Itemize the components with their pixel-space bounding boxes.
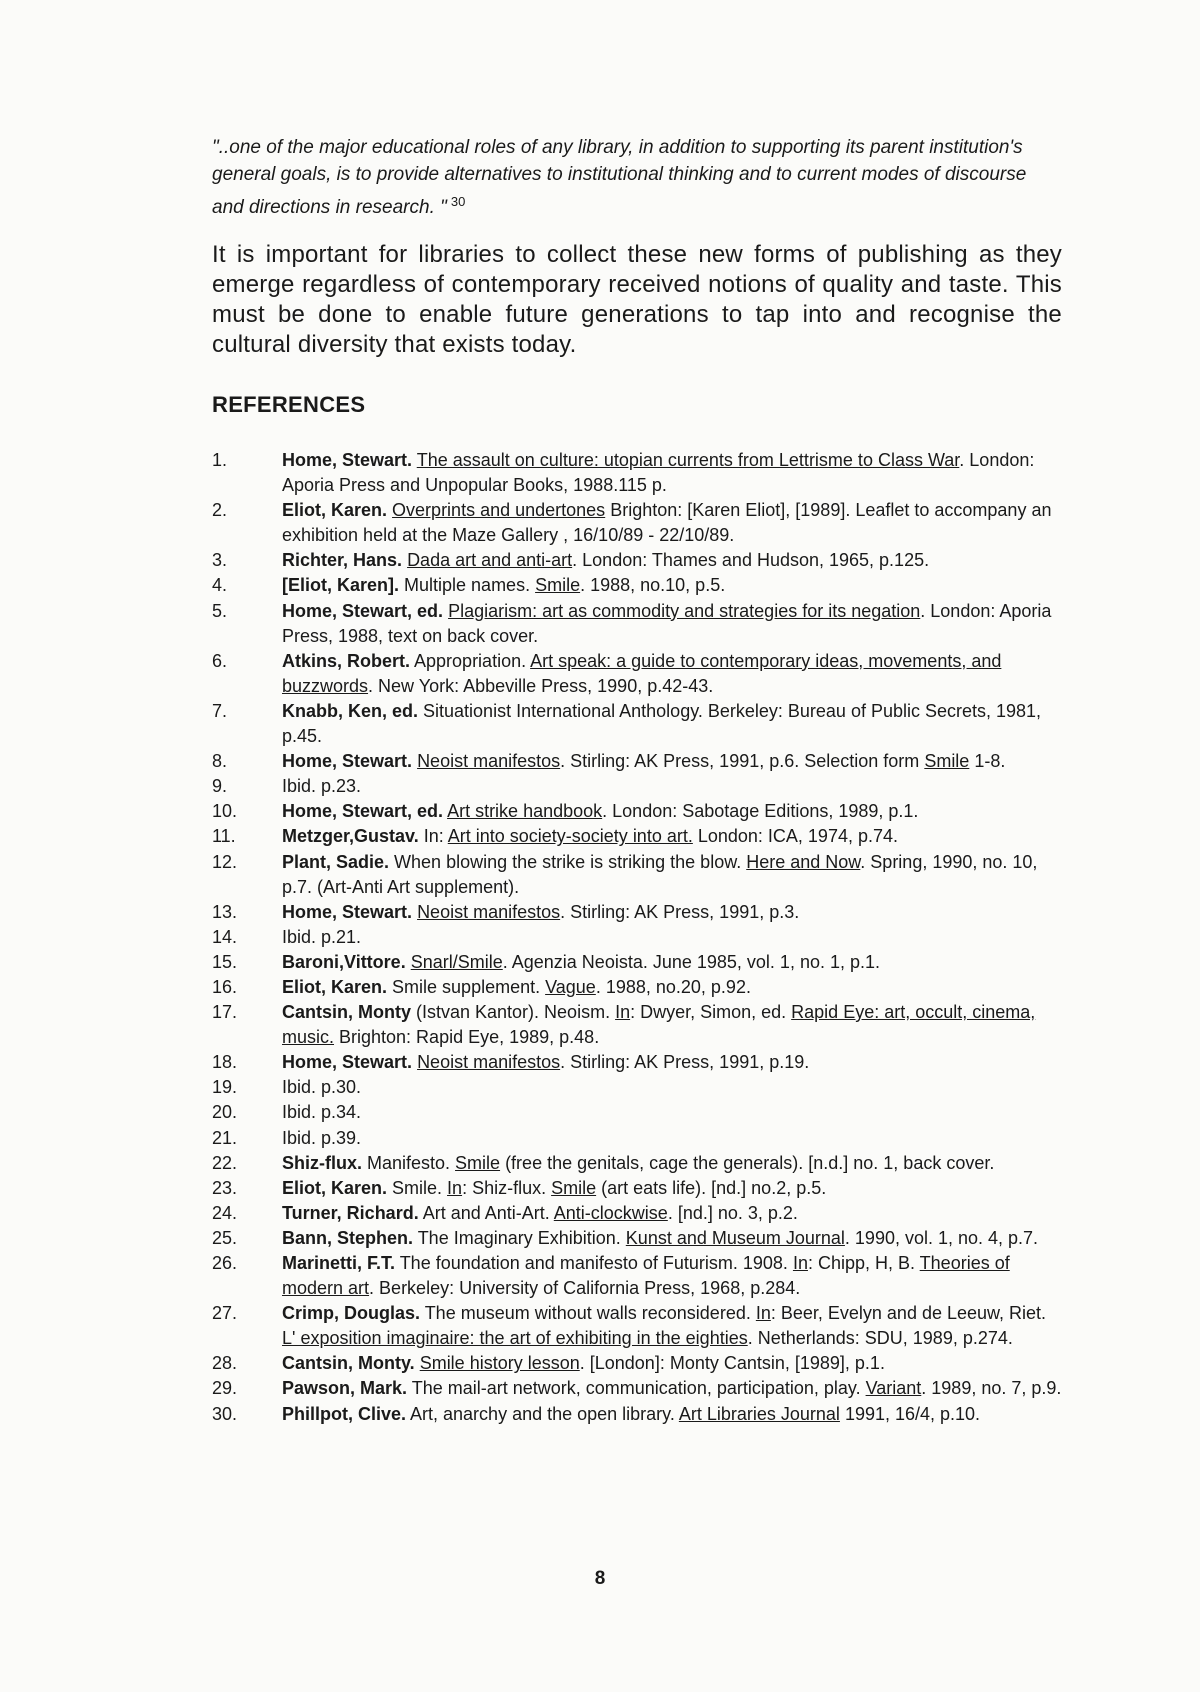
reference-text	[282, 950, 1062, 975]
reference-detail: Manifesto.	[362, 1152, 456, 1173]
reference-author: Metzger,Gustav.	[282, 826, 419, 847]
reference-title: Kunst and Museum Journal	[625, 1227, 845, 1248]
reference-number: 22.	[212, 1152, 238, 1173]
reference-author: Home, Stewart.	[282, 751, 413, 772]
reference-author: Baroni,Vittore.	[282, 951, 406, 972]
reference-item	[212, 925, 1062, 950]
reference-author: Shiz-flux.	[282, 1152, 362, 1173]
reference-title: Variant	[865, 1378, 922, 1399]
reference-number: 11.	[212, 826, 236, 847]
reference-item	[212, 850, 1062, 900]
reference-number: 2.	[212, 500, 228, 521]
reference-number: 1.	[212, 450, 228, 470]
reference-item	[212, 1251, 1062, 1301]
reference-number: 19.	[212, 1077, 238, 1098]
reference-text	[282, 1176, 1062, 1201]
reference-text	[282, 1402, 1062, 1427]
reference-item	[212, 900, 1062, 925]
reference-text	[282, 1151, 1062, 1176]
reference-item	[212, 573, 1062, 598]
reference-detail: Art, anarchy and the open library.	[406, 1403, 679, 1424]
reference-number: 13.	[212, 901, 238, 922]
reference-detail: The foundation and manifesto of Futurism. 1908.	[395, 1253, 793, 1273]
reference-title: Dada art and anti-art	[407, 550, 573, 571]
reference-text	[282, 649, 1062, 699]
reference-item	[212, 498, 1062, 548]
reference-number: 10.	[212, 801, 238, 822]
reference-number: 23.	[212, 1177, 238, 1198]
reference-text	[282, 1226, 1062, 1251]
reference-title: Art strike handbook	[447, 801, 603, 822]
reference-author: Home, Stewart, ed.	[282, 600, 444, 621]
reference-item	[212, 1075, 1062, 1100]
reference-text	[282, 1351, 1062, 1376]
reference-detail: . London: Aporia Press, 1988, text on back cover.	[282, 600, 1052, 646]
reference-item	[212, 799, 1062, 824]
reference-detail: : Beer, Evelyn and de Leeuw, Riet.	[770, 1303, 1047, 1324]
reference-item	[212, 1351, 1062, 1376]
reference-text	[282, 548, 1062, 573]
reference-detail: . 1988, no.20, p.92.	[595, 976, 751, 997]
reference-author: Plant, Sadie.	[282, 851, 390, 872]
reference-text	[282, 925, 1062, 950]
reference-number: 6.	[212, 650, 228, 671]
reference-number: 9.	[212, 776, 228, 797]
reference-detail: The museum without walls reconsidered.	[420, 1303, 756, 1324]
reference-author: Eliot, Karen.	[282, 500, 388, 521]
reference-item	[212, 1126, 1062, 1151]
reference-detail: : Shiz-flux.	[462, 1177, 552, 1198]
reference-title: In	[755, 1303, 771, 1324]
reference-title: Rapid Eye: art, occult, cinema, music.	[282, 1002, 1036, 1048]
reference-title: Art Libraries Journal	[678, 1403, 840, 1424]
reference-detail: Appropriation.	[410, 650, 531, 671]
reference-author: Atkins, Robert.	[282, 650, 411, 671]
reference-item	[212, 824, 1062, 849]
reference-detail: Art and Anti-Art.	[418, 1202, 554, 1223]
reference-detail: . London: Sabotage Editions, 1989, p.1.	[602, 801, 919, 822]
reference-detail: Ibid. p.23.	[282, 776, 362, 797]
reference-detail: : Chipp, H, B.	[807, 1253, 920, 1273]
reference-title: In	[792, 1253, 808, 1273]
reference-item	[212, 1000, 1062, 1050]
reference-title: Smile	[551, 1177, 597, 1198]
reference-text	[282, 1050, 1062, 1075]
reference-detail: The Imaginary Exhibition.	[413, 1227, 626, 1248]
reference-detail: Ibid. p.39.	[282, 1127, 362, 1148]
reference-item	[212, 1050, 1062, 1075]
reference-detail: . 1989, no. 7, p.9.	[921, 1378, 1062, 1399]
quote-text: "..one of the major educational roles of any library, in addition to supporting its parent institution's general goals, is to provide alternatives to institutional thinking and to current modes of discourse and directions in research. "	[212, 137, 1027, 218]
reference-detail: . [London]: Monty Cantsin, [1989], p.1.	[579, 1353, 885, 1374]
reference-detail: When blowing the strike is striking the blow.	[389, 851, 747, 872]
reference-number: 20.	[212, 1102, 238, 1123]
reference-text	[282, 448, 1062, 498]
reference-author: Cantsin, Monty.	[282, 1353, 415, 1374]
reference-number: 17.	[212, 1002, 238, 1023]
reference-detail: Situationist International Anthology. Berkeley: Bureau of Public Secrets, 1981, p.45.	[282, 700, 1042, 747]
reference-title: Art into society-society into art.	[447, 826, 693, 847]
reference-text	[282, 1075, 1062, 1100]
reference-detail: . Stirling: AK Press, 1991, p.6. Selection form	[560, 751, 925, 772]
reference-title: Smile	[924, 751, 970, 772]
reference-item	[212, 1100, 1062, 1125]
reference-number: 27.	[212, 1303, 238, 1324]
reference-number: 12.	[212, 851, 238, 872]
reference-number: 4.	[212, 575, 228, 596]
reference-author: Richter, Hans.	[282, 550, 403, 571]
reference-detail: . Berkeley: University of California Press, 1968, p.284.	[369, 1278, 801, 1299]
reference-text	[282, 1100, 1062, 1125]
reference-number: 24.	[212, 1202, 238, 1223]
reference-detail: 1-8.	[969, 751, 1006, 772]
reference-detail: Smile supplement.	[387, 976, 546, 997]
reference-item	[212, 1176, 1062, 1201]
reference-item	[212, 1301, 1062, 1351]
reference-author: Knabb, Ken, ed.	[282, 700, 419, 721]
references-heading: REFERENCES	[212, 392, 366, 417]
reference-detail: . 1988, no.10, p.5.	[580, 575, 726, 596]
reference-detail: Brighton: Rapid Eye, 1989, p.48.	[334, 1027, 600, 1048]
page-number: 8	[594, 1568, 606, 1589]
block-quote	[212, 134, 1062, 221]
reference-detail: . London: Thames and Hudson, 1965, p.125.	[572, 550, 930, 571]
reference-number: 26.	[212, 1253, 238, 1273]
reference-title: Neoist manifestos	[417, 1052, 561, 1073]
reference-number: 30.	[212, 1403, 238, 1424]
reference-detail: . London: Aporia Press and Unpopular Books, 1988.115 p.	[282, 450, 1035, 496]
reference-author: Home, Stewart.	[282, 1052, 413, 1073]
reference-text	[282, 824, 1062, 849]
reference-detail: : Dwyer, Simon, ed.	[630, 1002, 792, 1023]
reference-item	[212, 1376, 1062, 1401]
reference-author: Pawson, Mark.	[282, 1378, 408, 1399]
reference-detail: . Stirling: AK Press, 1991, p.19.	[560, 1052, 810, 1073]
reference-detail: Multiple names.	[399, 575, 536, 596]
reference-item	[212, 599, 1062, 649]
reference-text	[282, 1126, 1062, 1151]
reference-text	[282, 573, 1062, 598]
reference-detail: (free the genitals, cage the generals). [n.d.] no. 1, back cover.	[500, 1152, 995, 1173]
reference-text	[282, 1201, 1062, 1226]
reference-number: 8.	[212, 751, 228, 772]
reference-author: Home, Stewart, ed.	[282, 801, 444, 822]
reference-item	[212, 1151, 1062, 1176]
reference-author: Cantsin, Monty	[282, 1002, 411, 1023]
reference-number: 3.	[212, 550, 228, 571]
reference-text	[282, 1000, 1062, 1050]
reference-title: Plagiarism: art as commodity and strategies for its negation	[448, 600, 921, 621]
reference-number: 21.	[212, 1127, 238, 1148]
reference-text	[282, 799, 1062, 824]
reference-detail: . 1990, vol. 1, no. 4, p.7.	[844, 1227, 1039, 1248]
reference-detail: (Istvan Kantor). Neoism.	[411, 1002, 616, 1023]
reference-number: 15.	[212, 951, 238, 972]
reference-item	[212, 975, 1062, 1000]
reference-detail: In:	[418, 826, 448, 847]
reference-detail: . Agenzia Neoista. June 1985, vol. 1, no. 1, p.1.	[502, 951, 881, 972]
reference-detail: Smile.	[387, 1177, 448, 1198]
reference-title: Art speak: a guide to contemporary ideas, movements, and buzzwords	[282, 650, 1002, 696]
reference-text	[282, 975, 1062, 1000]
reference-detail: . New York: Abbeville Press, 1990, p.42-43.	[368, 675, 714, 696]
reference-number: 25.	[212, 1227, 238, 1248]
reference-number: 5.	[212, 600, 228, 621]
reference-title: Snarl/Smile	[410, 951, 503, 972]
reference-item	[212, 448, 1062, 498]
reference-text	[282, 498, 1062, 548]
quote-footnote-marker: 30	[450, 194, 466, 209]
reference-author: Bann, Stephen.	[282, 1227, 414, 1248]
reference-detail: Ibid. p.30.	[282, 1077, 362, 1098]
reference-title: Smile history lesson	[419, 1353, 580, 1374]
reference-item	[212, 774, 1062, 799]
reference-text	[282, 1376, 1062, 1401]
reference-title: In	[447, 1177, 463, 1198]
reference-number: 14.	[212, 926, 238, 947]
reference-title: Vague	[545, 976, 596, 997]
body-paragraph: It is important for libraries to collect these new forms of publishing as they emerge regardless of contemporary received notions of quality and taste. This must be done to enable future generations to tap into and recognise the cultural diversity that exists today.	[212, 241, 1062, 358]
reference-number: 28.	[212, 1353, 238, 1374]
reference-title: Here and Now	[746, 851, 861, 872]
reference-detail: Ibid. p.21.	[282, 926, 362, 947]
reference-detail: Brighton: [Karen Eliot], [1989]. Leaflet to accompany an exhibition held at the Maze Gallery , 16/10/89 - 22/10/89.	[282, 500, 1052, 546]
reference-text	[282, 1251, 1062, 1301]
reference-detail: London: ICA, 1974, p.74.	[692, 826, 898, 847]
reference-author: [Eliot, Karen].	[282, 575, 400, 596]
reference-detail: The mail-art network, communication, participation, play.	[407, 1378, 866, 1399]
reference-text	[282, 900, 1062, 925]
reference-title: Theories of modern art	[282, 1253, 1010, 1299]
reference-item	[212, 1201, 1062, 1226]
reference-item	[212, 749, 1062, 774]
reference-title: Smile	[455, 1152, 501, 1173]
reference-detail: . Stirling: AK Press, 1991, p.3.	[560, 901, 800, 922]
reference-title: Neoist manifestos	[417, 751, 561, 772]
reference-author: Home, Stewart.	[282, 901, 413, 922]
reference-author: Eliot, Karen.	[282, 1177, 388, 1198]
reference-detail: . [nd.] no. 3, p.2.	[667, 1202, 798, 1223]
reference-title: Neoist manifestos	[417, 901, 561, 922]
reference-text	[282, 699, 1062, 749]
reference-author: Home, Stewart.	[282, 450, 413, 470]
reference-item	[212, 1226, 1062, 1251]
reference-title: Overprints and undertones	[392, 500, 606, 521]
reference-text	[282, 1301, 1062, 1351]
reference-title: In	[615, 1002, 631, 1023]
reference-title: Smile	[535, 575, 581, 596]
reference-number: 18.	[212, 1052, 238, 1073]
reference-number: 7.	[212, 700, 228, 721]
reference-item	[212, 1402, 1062, 1427]
reference-item	[212, 950, 1062, 975]
reference-detail: . Netherlands: SDU, 1989, p.274.	[747, 1328, 1013, 1349]
reference-author: Marinetti, F.T.	[282, 1253, 396, 1273]
reference-author: Eliot, Karen.	[282, 976, 388, 997]
reference-author: Turner, Richard.	[282, 1202, 419, 1223]
references-list	[212, 448, 1062, 1427]
reference-detail: 1991, 16/4, p.10.	[839, 1403, 981, 1424]
reference-item	[212, 649, 1062, 699]
reference-text	[282, 749, 1062, 774]
reference-detail: . Spring, 1990, no. 10, p.7. (Art-Anti Art supplement).	[282, 851, 1038, 897]
reference-number: 16.	[212, 976, 238, 997]
reference-item	[212, 699, 1062, 749]
reference-number: 29.	[212, 1378, 238, 1399]
reference-text	[282, 774, 1062, 799]
reference-title: Anti-clockwise	[553, 1202, 668, 1223]
reference-author: Crimp, Douglas.	[282, 1303, 421, 1324]
reference-item	[212, 548, 1062, 573]
reference-text	[282, 850, 1062, 900]
reference-text	[282, 599, 1062, 649]
reference-detail: Ibid. p.34.	[282, 1102, 362, 1123]
reference-author: Phillpot, Clive.	[282, 1403, 407, 1424]
reference-title: The assault on culture: utopian currents from Lettrisme to Class War	[416, 450, 960, 470]
reference-detail: (art eats life). [nd.] no.2, p.5.	[596, 1177, 827, 1198]
reference-title: L' exposition imaginaire: the art of exhibiting in the eighties	[282, 1328, 748, 1349]
